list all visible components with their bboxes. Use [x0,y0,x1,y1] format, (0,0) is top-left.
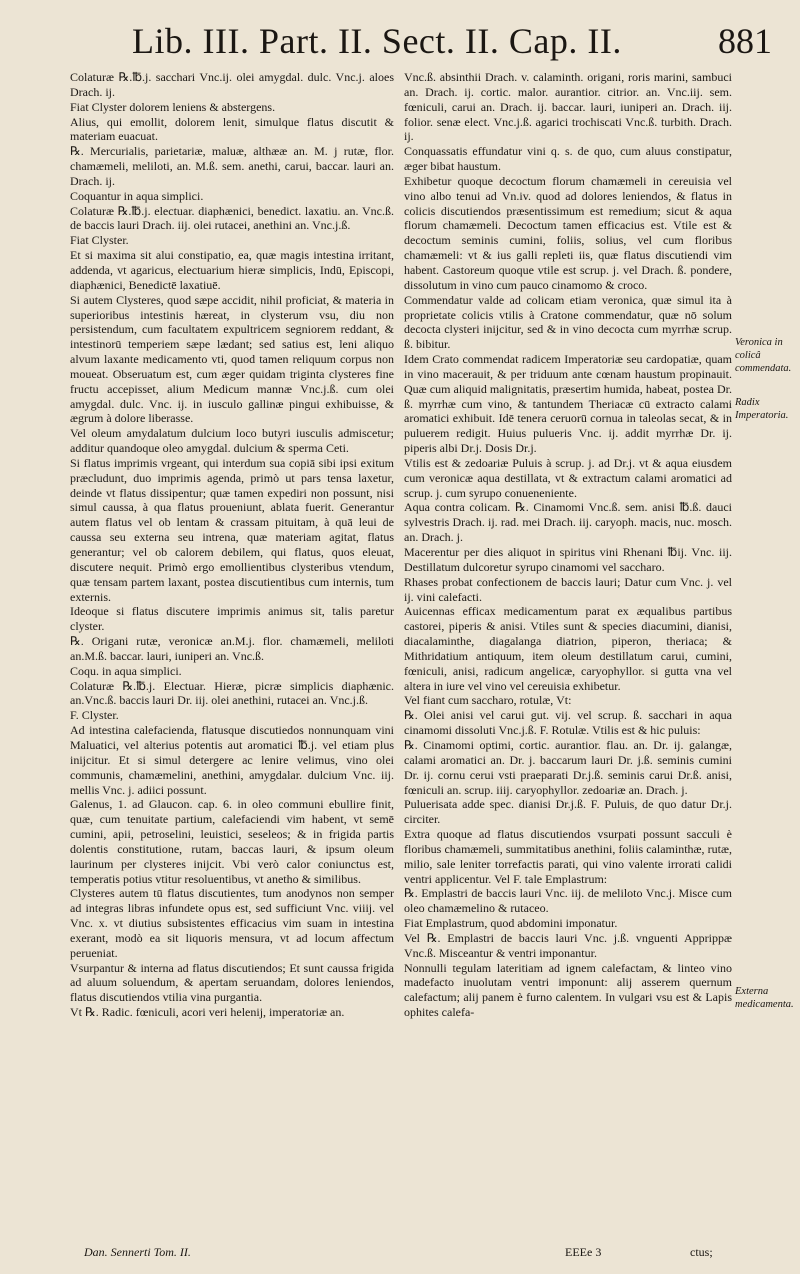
paragraph: Alius, qui emollit, dolorem lenit, simulque flatus discutit & materiam euacuat. [70,114,394,144]
paragraph: Ad intestina calefacienda, flatusque discutiedos nonnunquam vini Maluatici, vel alterius potentis aut aromatici ℔.j. vel etiam plus inijcitur. Et si simul detergere ac lenire velimus, vino olei communis, chamæmelini, anethini, amygdalar. dulcium Vnc. iij. mellis Vnc. j. adiici possunt. [70,723,394,797]
paragraph: Conquassatis effundatur vini q. s. de quo, cum aluus constipatur, æger bibat haustum. [404,144,732,174]
left-column [70,70,394,1245]
paragraph: Aqua contra colicam. ℞. Cinamomi Vnc.ß. sem. anisi ℔.ß. dauci sylvestris Drach. ij. rad. mei Drach. iij. caryoph. macis, nuc. mosch. an. Drach. j. [404,500,732,545]
paragraph: Commendatur valde ad colicam etiam veronica, quæ simul ita à proprietate colicis vtilis à Cratone commendatur, quæ nō solum decocta clysteri inijcitur, sed & in vino decocta cum myrrhæ scrup. ß. bibitur. [404,292,732,352]
paragraph: ℞. Emplastri de baccis lauri Vnc. iij. de meliloto Vnc.j. Misce cum oleo chamæmelino & rutaceo. [404,886,732,916]
margin-note: Radix Imperatoria. [735,397,789,421]
paragraph: Exhibetur quoque decoctum florum chamæmeli in cereuisia vel vino albo tenui ad Vn.iv. quod ad dolores leniendos, & flatus in colicis discutiendos præsentissimum est remedium; sicut & aqua florum chamæmeli. Decoctum tamen efficacius est. Vtile est & decoctum seminis cumini, foliis, solius, vel cum floribus chamæmeli: vt & ius galli repleti iis, quæ flatus discutiendi vim habent. Castoreum quoque vtile est scrup. j. vel Drach. ß. pondere, dissolutum in vino cum pauco cinamomo & croco. [404,173,732,292]
signature-mark: EEEe 3 [565,1245,602,1259]
running-title: Lib. III. Part. II. Sect. II. Cap. II. [132,21,622,61]
paragraph: Si autem Clysteres, quod sæpe accidit, nihil proficiat, & materia in superioribus intestinis hæreat, in clysterum vsu, diu non persistendum, cum facultatem expultricem segniorem reddant, & intestinorū temperiem sæpe lædant; sed satius est, leni aliquo alvum laxante medicamento vti, quod tamen reliquum corpus non moueat. Obseruatum est, cum æger quidam triginta clysteres fine fructu accepisset, alium Medicum mannæ Vnc.j.ß. cum olei amygdal. dulc. Vnc. ij. in iusculo gallinæ pingui exhibuisse, & ægrum à dolore liberasse. [70,292,394,426]
paragraph: Extra quoque ad flatus discutiendos vsurpati possunt sacculi è floribus chamæmeli, summitatibus anethini, foliis calaminthæ, rutæ, milio, sale leniter torrefactis parati, qui vino valente irrorati calidi ventri applicentur. Vel F. tale Emplastrum: [404,827,732,886]
catchword: ctus; [690,1245,713,1259]
paragraph: F. Clyster. [70,708,119,723]
paragraph: Colaturæ ℞.℔.j. Electuar. Hieræ, picræ simplicis diaphænic. an.Vnc.ß. baccis lauri Dr. iij. olei anethini, rutacei an. Vnc.j.ß. [70,678,394,708]
paragraph: Vel fiant cum saccharo, rotulæ, Vt: [404,693,572,708]
paragraph: Si flatus imprimis vrgeant, qui interdum sua copiā sibi ipsi exitum præcludunt, duo imprimis agenda, primò ut pars tensa laxetur, deinde vt flatus dissipentur; quæ tamen expediri non possunt, nisi simul caussa, à qua flatus proueniunt, ablata fuerit. Generantur autem flatus vel ob lentam & crassam pituitam, à quā leui de caussa seu externa seu intrena, quæ materiam agitat, flatus generantur; vel ob calorem debilem, qui flatus, quos eleuat, discutere nequit. Primò ergo emollientibus clysteribus vtendum, quæ tensam partem laxant, postea discutientibus cum internis, tum externis. [70,455,394,604]
paragraph: Vt ℞. Radic. fœniculi, acori veri helenij, imperatoriæ an. [70,1005,345,1020]
footer-author: Dan. Sennerti Tom. II. [84,1245,191,1259]
paragraph: Vel ℞. Emplastri de baccis lauri Vnc. j.ß. vnguenti Apprippæ Vnc.ß. Misceantur & ventri imponantur. [404,930,732,960]
paragraph: Vnc.ß. absinthii Drach. v. calaminth. origani, roris marini, sambuci an. Drach. ij. cortic. malor. aurantior. citrior. an. Vnc.iij. sem. fœniculi, carui an. Drach. ij. baccar. lauri, iuniperi an. Drach. iij. folior. senæ elect. Vnc.j.ß. agarici trochiscati Vnc.ß. turbith. Drach. ij. [404,70,732,144]
paragraph: Coquantur in aqua simplici. [70,188,204,203]
paragraph: Coqu. in aqua simplici. [70,663,182,678]
paragraph: Vel oleum amydalatum dulcium loco butyri iusculis admiscetur; additur quandoque oleo amygdal. dulcium & sperma Ceti. [70,426,394,456]
paragraph: Puluerisata adde spec. dianisi Dr.j.ß. F. Puluis, de quo datur Dr.j. circiter. [404,797,732,827]
paragraph: Ideoque si flatus discutere imprimis animus sit, talis paretur clyster. [70,604,394,634]
paragraph: Colaturæ ℞.℔.j. sacchari Vnc.ij. olei amygdal. dulc. Vnc.j. aloes Drach. ij. [70,70,394,99]
paragraph: Colaturæ ℞.℔.j. electuar. diaphænici, benedict. laxatiu. an. Vnc.ß. de baccis lauri Drach. iij. olei rutacei, anethini an. Vnc.j.ß. [70,203,394,233]
paragraph: Macerentur per dies aliquot in spiritus vini Rhenani ℔ij. Vnc. iij. Destillatum dulcoretur syrupo cinamomi vel saccharo. [404,545,732,574]
paragraph: ℞. Origani rutæ, veronicæ an.M.j. flor. chamæmeli, meliloti an.M.ß. baccar. lauri, iuniperi an. Vnc.ß. [70,634,394,663]
paragraph: ℞. Cinamomi optimi, cortic. aurantior. flau. an. Dr. ij. galangæ, calami aromatici an. Dr. j. baccarum lauri Dr. j.ß. seminis cumini Dr. ij. cornu cerui vsti praeparati Dr.j.ß. seminis carui Dr.ß. anisi, fœniculi an. scrup. iiij. caryophyllor. zedoariæ an. Drach. j. [404,737,732,797]
paragraph: Galenus, 1. ad Glaucon. cap. 6. in oleo communi ebullire finit, quæ, cum tenuitate partium, calefaciendi vim habent, vt semē cumini, apii, petroselini, leuistici, seseleos; & in frigida partis dolentis constitutione, rutam, baccas lauri, & ipsum oleum laurinum per clysteres inijcit. Vbi verò calor coniunctus est, temperatis potius vtitur resoluentibus, vt anetho & similibus. [70,797,394,886]
paragraph: Fiat Clyster. [70,233,129,248]
paragraph: Fiat Emplastrum, quod abdomini imponatur. [404,916,618,931]
paragraph: Auicennas efficax medicamentum parat ex æqualibus partibus castorei, piperis & anisi. Vtiles sunt & species diacumini, dianisi, diacalaminthe, diagalanga diatrion, piperon, theriaca; & Mithridatium antiquum, item oleum destillatum carui, cumini, fœniculi, anisi, radicum angelicæ, caryophyllor. si gutta vna vel altera in iure vel vino vel cereuisia exhibetur. [404,604,732,693]
paragraph: ℞. Olei anisi vel carui gut. vij. vel scrup. ß. sacchari in aqua cinamomi dissoluti Vnc.j.ß. F. Rotulæ. Vtilis est & hic puluis: [404,708,732,738]
page-number: 881 [718,21,772,61]
paragraph: Rhases probat confectionem de baccis lauri; Datur cum Vnc. j. vel ij. vini calefacti. [404,574,732,604]
paragraph: ℞. Mercurialis, parietariæ, maluæ, althææ an. M. j rutæ, flor. chamæmeli, meliloti, an. M.ß. sem. anethi, carui, baccar. lauri an. Drach. ij. [70,144,394,188]
paragraph: Vtilis est & zedoariæ Puluis à scrup. j. ad Dr.j. vt & aqua eiusdem cum veronicæ aqua destillata, vt & extractum calami aromatici ad scrup. j. cum syrupo conueneniente. [404,455,732,500]
margin-note: Externa medicamenta. [735,986,794,1010]
right-column [404,70,732,1245]
paragraph: Fiat Clyster dolorem leniens & abstergens. [70,99,276,114]
running-header [120,18,780,70]
paragraph: Idem Crato commendat radicem Imperatoriæ seu cardopatiæ, quam in vino macerauit, & per triduum ante cœnam haustum propinauit. Quæ cum aliquid malignitatis, præsertim humida, habeat, postea Dr. ß. myrrhæ cum vino, & tantundem Theriacæ cū extracto calami aromatici exhibuit. Idē tenera ceruorū cornua in taleolas secat, & in puluerem redigit. Huius pulueris Vnc. ij. addit myrrhæ Dr. ij. piperis albi Dr.j. Dosis Dr.j. [404,352,732,456]
paragraph: Nonnulli tegulam lateritiam ad ignem calefactam, & linteo vino madefacto inuolutam ventri imponunt: alij asserem quernum calefactum; alij panem è furno calentem. In vulgari vsu est & Lapis ophites calefa- [404,960,732,1020]
paragraph: Vsurpantur & interna ad flatus discutiendos; Et sunt caussa frigida ad aluum soluendum, & apertam seruandam, dolores leniendos, flatus discutiendos vtilia vina purgantia. [70,960,394,1005]
paragraph: Et si maxima sit alui constipatio, ea, quæ magis intestina irritant, addenda, vt agaricus, electuarium hieræ simplicis, Indū, Episcopi, diaphænici, Benedictē laxatiuē. [70,248,394,292]
paragraph: Clysteres autem tū flatus discutientes, tum anodynos non semper ad integras libras infundete opus est, sed sufficiunt Vnc. viiij. vel Vnc. x. vt diutius subsistentes efficacius vim suam in intestina exerant, modò ea sit liquoris mensura, vt ad locum affectum perueniat. [70,886,394,960]
margin-note: Veronica in colicâ commendata. [735,337,792,374]
